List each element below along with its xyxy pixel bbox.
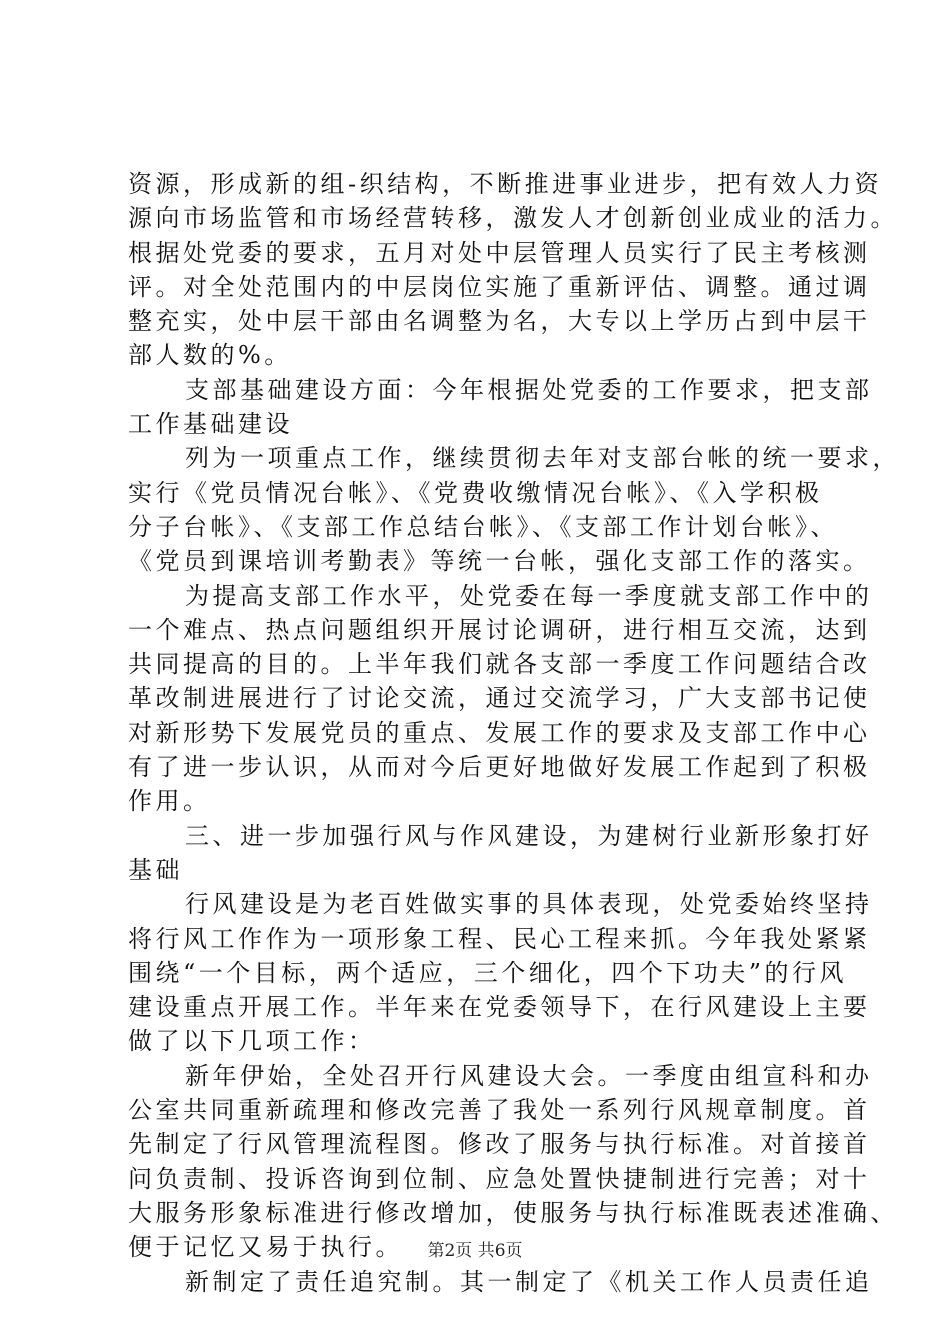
text-line: 一个难点、热点问题组织开展讨论调研，进行相互交流，达到 [128, 615, 871, 644]
text-line: 整充实，处中层干部由名调整为名，大专以上学历占到中层干 [128, 307, 871, 336]
page-footer: 第2页 共6页 [427, 1241, 523, 1261]
text-line: 问负责制、投诉咨询到位制、应急处置快捷制进行完善；对十 [128, 1164, 871, 1193]
text-line: 《党员到课培训考勤表》等统一台帐，强化支部工作的落实。 [128, 547, 871, 576]
text-line: 行风建设是为老百姓做实事的具体表现，处党委始终坚持 [185, 890, 873, 919]
text-line: 分子台帐》、《支部工作总结台帐》、《支部工作计划台帐》、 [128, 512, 838, 541]
text-line: 先制定了行风管理流程图。修改了服务与执行标准。对首接首 [128, 1130, 871, 1159]
text-line: 支部基础建设方面：今年根据处党委的工作要求，把支部 [185, 375, 873, 404]
text-line: 新制定了责任追究制。其一制定了《机关工作人员责任追 [185, 1267, 873, 1296]
text-line: 做了以下几项工作： [128, 1027, 376, 1056]
text-line: 便于记忆又易于执行。 [128, 1233, 403, 1262]
text-line: 列为一项重点工作，继续贯彻去年对支部台帐的统一要求， [185, 444, 900, 473]
text-line: 将行风工作作为一项形象工程、民心工程来抓。今年我处紧紧 [128, 924, 871, 953]
text-line: 大服务形象标准进行修改增加，使服务与执行标准既表述准确、 [128, 1198, 898, 1227]
text-line: 实行《党员情况台帐》、《党费收缴情况台帐》、《入学积极 [128, 478, 823, 507]
text-line: 资源，形成新的组-织结构，不断推进事业进步，把有效人力资 [128, 170, 883, 198]
text-line: 共同提高的目的。上半年我们就各支部一季度工作问题结合改 [128, 650, 871, 679]
text-line: 新年伊始，全处召开行风建设大会。一季度由组宣科和办 [185, 1061, 873, 1090]
text-line: 评。对全处范围内的中层岗位实施了重新评估、调整。通过调 [128, 272, 871, 301]
text-line: 基础 [128, 855, 183, 884]
text-line: 有了进一步认识，从而对今后更好地做好发展工作起到了积极 [128, 753, 871, 782]
text-line: 三、进一步加强行风与作风建设，为建树行业新形象打好 [185, 821, 873, 850]
text-line: 公室共同重新疏理和修改完善了我处一系列行风规章制度。首 [128, 1096, 871, 1125]
text-line: 源向市场监管和市场经营转移，激发人才创新创业成业的活力。 [128, 204, 898, 233]
text-line: 建设重点开展工作。半年来在党委领导下，在行风建设上主要 [128, 993, 871, 1022]
text-line: 部人数的%。 [128, 341, 292, 370]
text-line: 对新形势下发展党员的重点、发展工作的要求及支部工作中心 [128, 718, 871, 747]
body-text [128, 167, 900, 1299]
text-line: 为提高支部工作水平，处党委在每一季度就支部工作中的 [185, 581, 873, 610]
text-line: 革改制进展进行了讨论交流，通过交流学习，广大支部书记使 [128, 684, 871, 713]
text-line: 围绕“一个目标，两个适应，三个细化，四个下功夫”的行风 [128, 958, 848, 987]
text-line: 作用。 [128, 787, 211, 816]
text-line: 根据处党委的要求，五月对处中层管理人员实行了民主考核测 [128, 238, 871, 267]
text-line: 工作基础建设 [128, 410, 293, 439]
